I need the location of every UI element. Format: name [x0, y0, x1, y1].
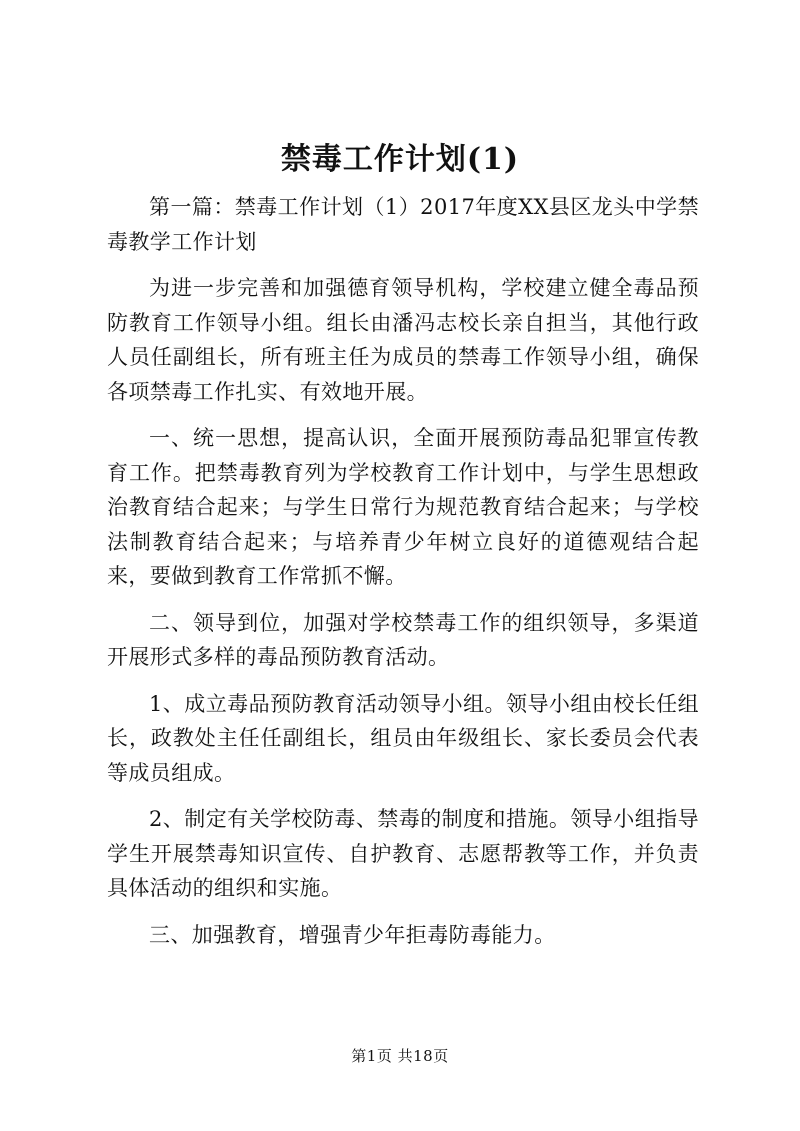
page-number-footer: 第1页 共18页: [351, 1047, 449, 1065]
paragraph-strengthen-education: 三、加强教育，增强青少年拒毒防毒能力。: [149, 922, 556, 947]
paragraph-leadership-in-place: 二、领导到位，加强对学校禁毒工作的组织领导，多渠道开展形式多样的毒品预防教育活动。: [107, 610, 699, 669]
paragraph-heading: 第一篇：禁毒工作计划（1）2017年度XX县区龙头中学禁毒教学工作计划: [107, 195, 699, 254]
paragraph-unify-thinking: 一、统一思想，提高认识，全面开展预防毒品犯罪宣传教育工作。把禁毒教育列为学校教育工作计划中，与学生思想政治教育结合起来；与学生日常行为规范教育结合起来；与学校法制教育结合起来；与培养青少年树立良好的道德观结合起来，要做到教育工作常抓不懈。: [107, 426, 699, 588]
paragraph-item-1: 1、成立毒品预防教育活动领导小组。领导小组由校长任组长，政教处主任任副组长，组员由年级组长、家长委员会代表等成员组成。: [107, 691, 699, 785]
document-body: [107, 190, 699, 952]
paragraph-item-2: 2、制定有关学校防毒、禁毒的制度和措施。领导小组指导学生开展禁毒知识宣传、自护教育、志愿帮教等工作，并负责具体活动的组织和实施。: [107, 807, 699, 900]
document-title: 禁毒工作计划(1): [280, 142, 520, 177]
paragraph-leadership-group: 为进一步完善和加强德育领导机构，学校建立健全毒品预防教育工作领导小组。组长由潘冯志校长亲自担当，其他行政人员任副组长，所有班主任为成员的禁毒工作领导小组，确保各项禁毒工作扎实、有效地开展。: [107, 276, 699, 404]
